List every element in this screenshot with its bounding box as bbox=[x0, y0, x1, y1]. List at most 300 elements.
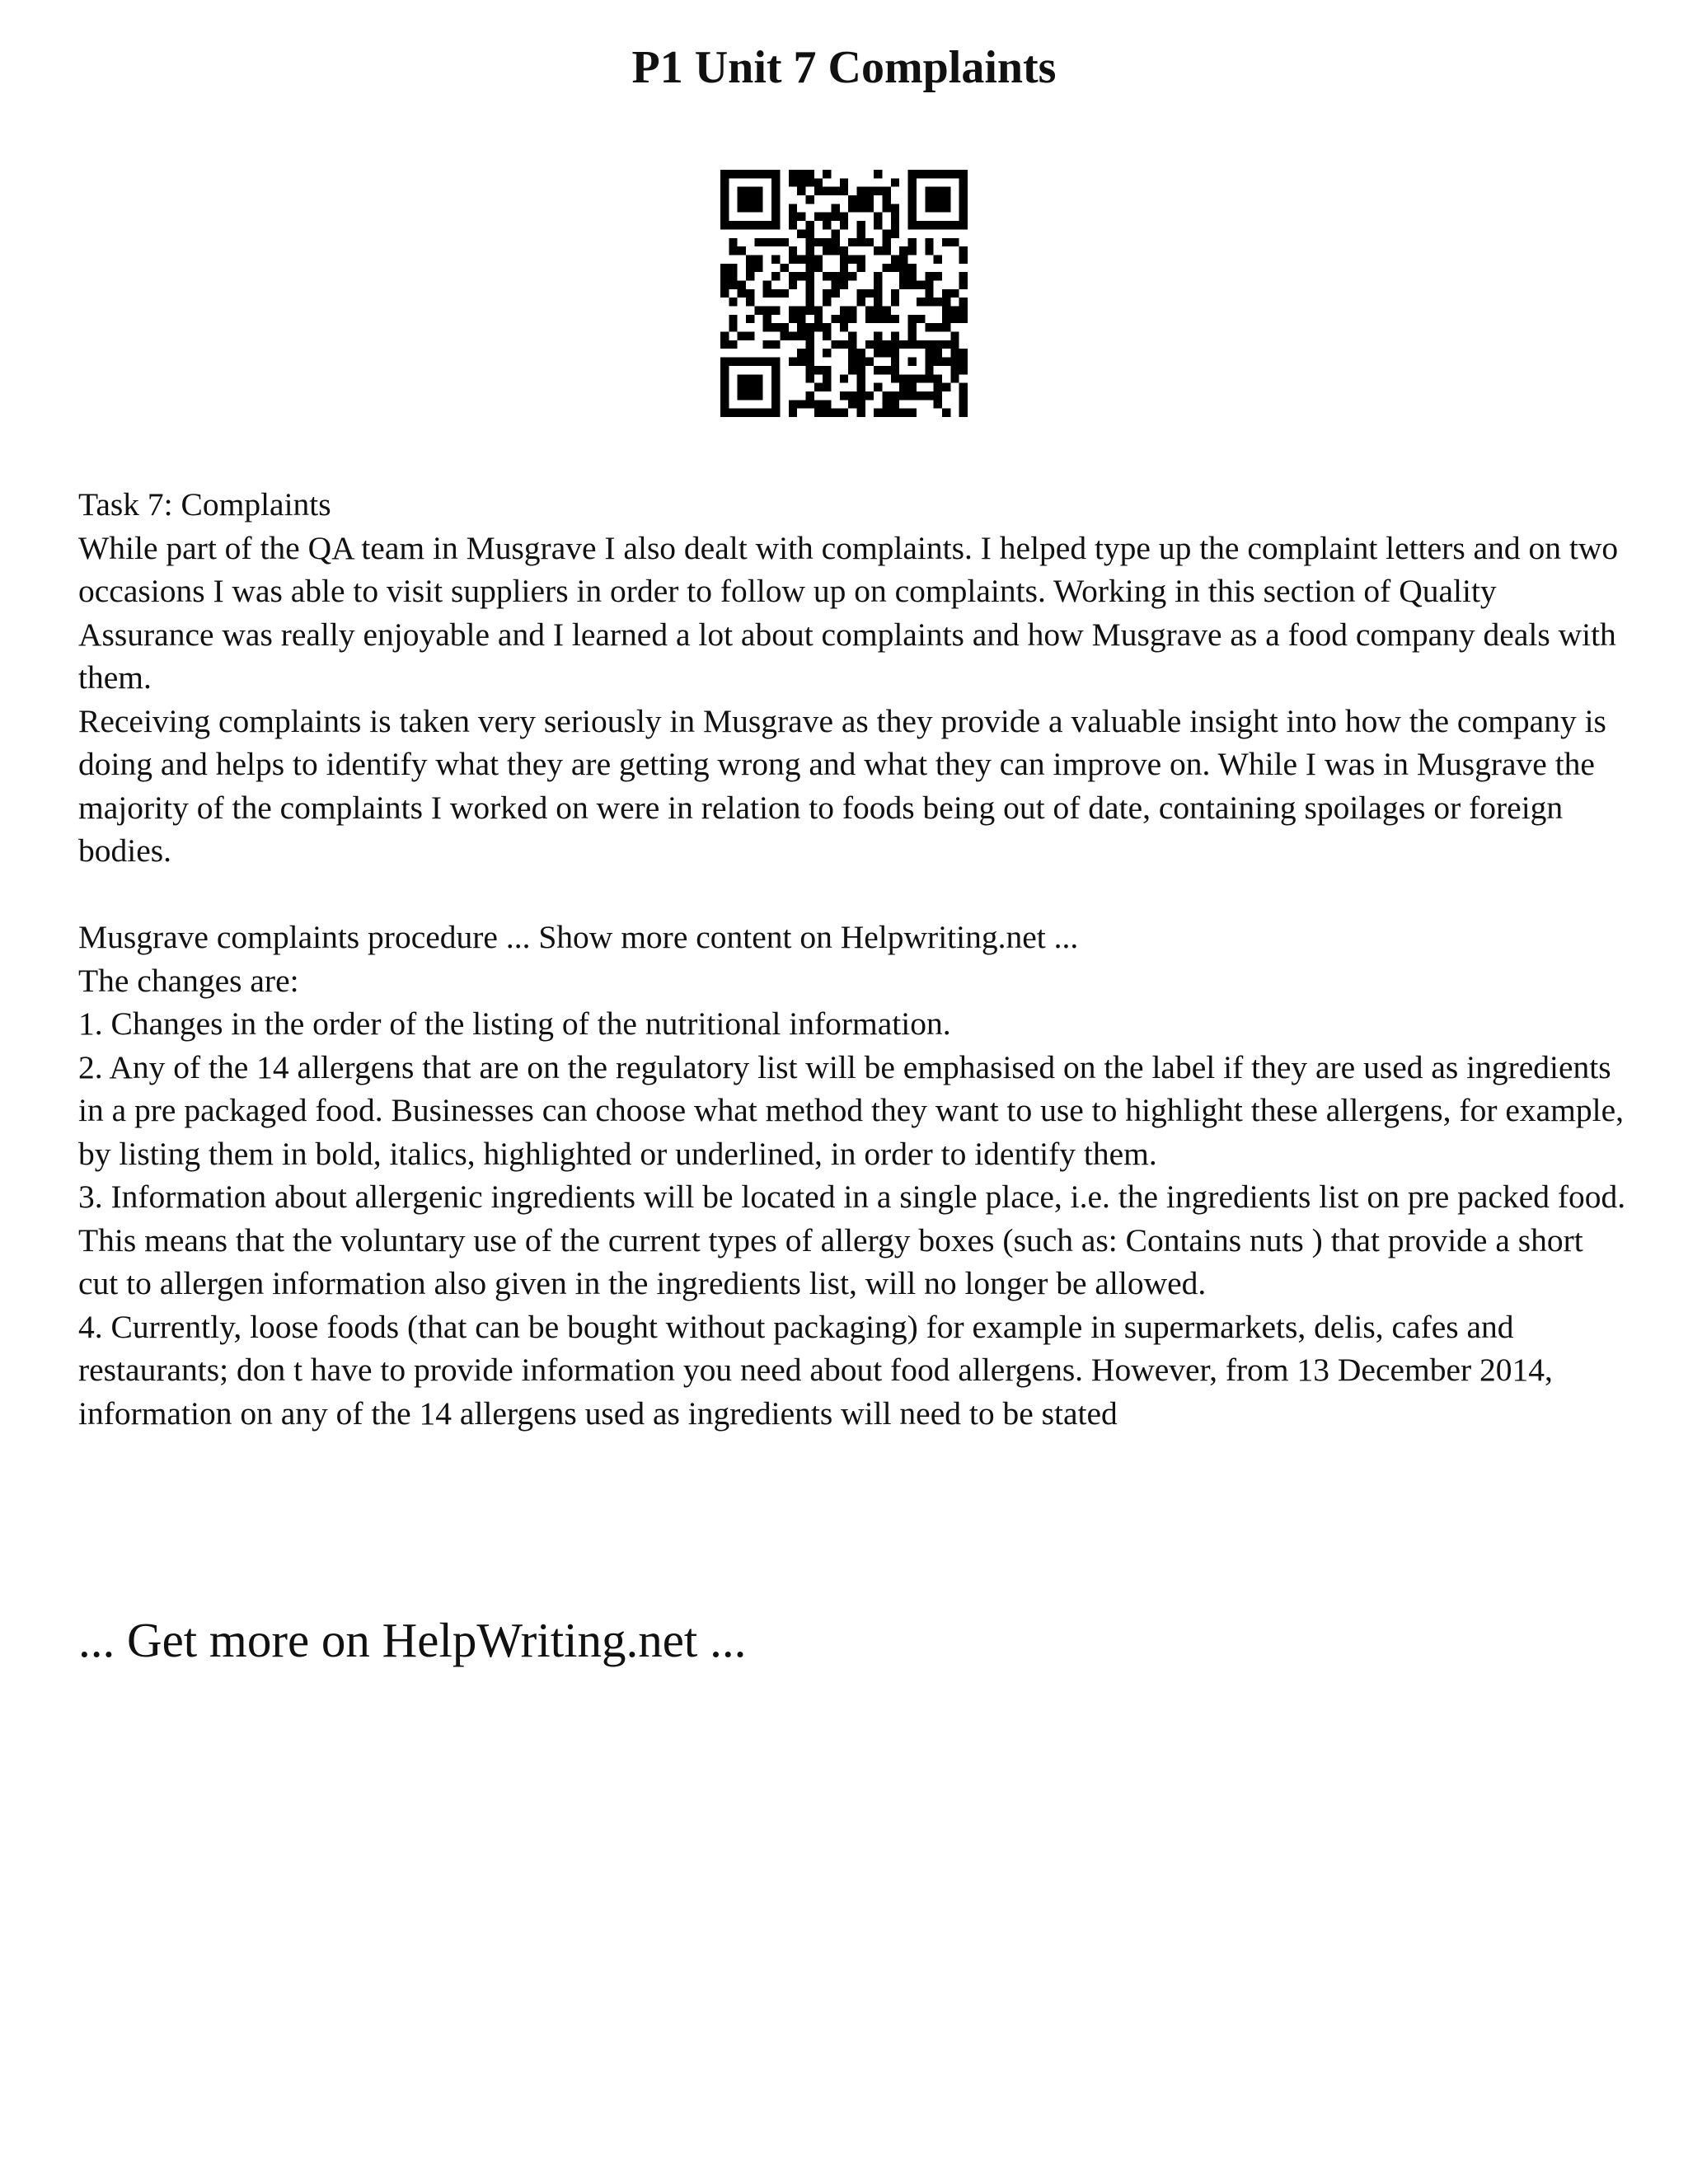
qr-module bbox=[874, 409, 882, 417]
qr-module bbox=[831, 246, 839, 255]
qr-module bbox=[805, 195, 814, 204]
qr-module bbox=[789, 246, 797, 255]
qr-module bbox=[771, 383, 780, 391]
qr-module bbox=[780, 323, 788, 331]
qr-module bbox=[959, 383, 968, 391]
qr-module bbox=[729, 272, 737, 280]
qr-module bbox=[908, 170, 917, 178]
qr-module bbox=[934, 187, 942, 195]
qr-module bbox=[959, 195, 968, 204]
qr-module bbox=[780, 289, 788, 298]
qr-module bbox=[840, 246, 848, 255]
qr-module bbox=[771, 204, 780, 212]
qr-module bbox=[840, 255, 848, 263]
qr-module bbox=[720, 272, 729, 280]
qr-module bbox=[891, 315, 899, 323]
qr-module bbox=[746, 221, 754, 229]
qr-code-icon bbox=[720, 170, 968, 417]
qr-module bbox=[823, 187, 831, 195]
qr-module bbox=[746, 374, 754, 382]
qr-module bbox=[848, 238, 856, 246]
qr-module bbox=[950, 358, 959, 366]
qr-module bbox=[754, 383, 762, 391]
qr-module bbox=[797, 323, 805, 331]
qr-module bbox=[738, 204, 746, 212]
qr-module bbox=[908, 332, 917, 340]
qr-module bbox=[848, 332, 856, 340]
qr-module bbox=[754, 391, 762, 400]
qr-module bbox=[823, 170, 831, 178]
qr-module bbox=[763, 280, 771, 288]
qr-module bbox=[899, 409, 907, 417]
qr-module bbox=[823, 246, 831, 255]
qr-module bbox=[934, 298, 942, 306]
get-more-link[interactable]: ... Get more on HelpWriting.net ... bbox=[78, 1613, 747, 1667]
qr-module bbox=[908, 358, 917, 366]
qr-module bbox=[814, 178, 823, 186]
qr-module bbox=[746, 332, 754, 340]
qr-module bbox=[883, 400, 891, 408]
qr-module bbox=[899, 391, 907, 400]
qr-module bbox=[831, 280, 839, 288]
qr-module bbox=[942, 358, 950, 366]
qr-module bbox=[865, 204, 874, 212]
qr-module bbox=[805, 332, 814, 340]
qr-module bbox=[831, 315, 839, 323]
qr-module bbox=[917, 391, 925, 400]
list-item-2: 2. Any of the 14 allergens that are on the regulatory list will be emphasised on the label if they are used as ingredients in a pre packaged food. Businesses can choose what method they want to use to highlight these allergens, for example, by listing them in bold, italics, highlighted or underlined, in order to identify them. bbox=[78, 1048, 1625, 1172]
qr-module bbox=[780, 264, 788, 272]
qr-module bbox=[891, 255, 899, 263]
qr-module bbox=[823, 374, 831, 382]
qr-module bbox=[925, 238, 933, 246]
qr-module bbox=[959, 366, 968, 374]
qr-module bbox=[934, 383, 942, 391]
qr-module bbox=[959, 315, 968, 323]
qr-module bbox=[789, 280, 797, 288]
qr-module bbox=[925, 221, 933, 229]
qr-module bbox=[848, 307, 856, 315]
qr-module bbox=[908, 315, 917, 323]
qr-module bbox=[746, 187, 754, 195]
qr-module bbox=[942, 298, 950, 306]
qr-module bbox=[950, 340, 959, 349]
qr-module bbox=[754, 358, 762, 366]
qr-module bbox=[874, 315, 882, 323]
qr-module bbox=[738, 195, 746, 204]
qr-module bbox=[874, 366, 882, 374]
qr-module bbox=[857, 358, 865, 366]
qr-module bbox=[729, 264, 737, 272]
qr-module bbox=[908, 264, 917, 272]
qr-module bbox=[840, 221, 848, 229]
qr-module bbox=[848, 255, 856, 263]
qr-module bbox=[754, 204, 762, 212]
qr-module bbox=[738, 170, 746, 178]
qr-module bbox=[789, 221, 797, 229]
qr-module bbox=[823, 238, 831, 246]
qr-module bbox=[857, 289, 865, 298]
qr-module bbox=[831, 272, 839, 280]
qr-module bbox=[720, 213, 729, 221]
paragraph-gap bbox=[78, 873, 1628, 916]
qr-module bbox=[746, 383, 754, 391]
qr-module bbox=[805, 280, 814, 288]
qr-module bbox=[729, 170, 737, 178]
qr-module bbox=[746, 255, 754, 263]
qr-module bbox=[789, 272, 797, 280]
qr-module bbox=[823, 383, 831, 391]
qr-module bbox=[874, 289, 882, 298]
qr-module bbox=[763, 358, 771, 366]
qr-module bbox=[720, 374, 729, 382]
qr-module bbox=[917, 221, 925, 229]
qr-module bbox=[805, 307, 814, 315]
qr-code-graphic bbox=[720, 170, 968, 417]
qr-module bbox=[891, 229, 899, 237]
qr-module bbox=[865, 187, 874, 195]
changes-heading: The changes are: bbox=[78, 962, 299, 999]
qr-module bbox=[925, 391, 933, 400]
qr-module bbox=[891, 340, 899, 349]
qr-module bbox=[942, 340, 950, 349]
qr-module bbox=[789, 178, 797, 186]
qr-module bbox=[917, 340, 925, 349]
qr-module bbox=[814, 255, 823, 263]
list-item-4: 4. Currently, loose foods (that can be bought without packaging) for example in supermarkets, delis, cafes and restaurants; don t have to provide information you need about food allergens. However, from 13 December 2014, information on any of the 14 allergens used as ingredients will need to be stated bbox=[78, 1308, 1553, 1432]
qr-module bbox=[729, 409, 737, 417]
qr-module bbox=[883, 195, 891, 204]
qr-module bbox=[908, 204, 917, 212]
qr-module bbox=[891, 400, 899, 408]
qr-module bbox=[874, 280, 882, 288]
qr-module bbox=[797, 307, 805, 315]
qr-module bbox=[891, 349, 899, 357]
qr-module bbox=[891, 204, 899, 212]
qr-module bbox=[720, 400, 729, 408]
qr-module bbox=[738, 280, 746, 288]
qr-module bbox=[805, 255, 814, 263]
qr-module bbox=[746, 195, 754, 204]
qr-module bbox=[891, 213, 899, 221]
qr-module bbox=[720, 383, 729, 391]
qr-module bbox=[831, 213, 839, 221]
qr-module bbox=[883, 204, 891, 212]
qr-module bbox=[763, 315, 771, 323]
qr-module bbox=[746, 264, 754, 272]
qr-module bbox=[925, 170, 933, 178]
qr-module bbox=[814, 238, 823, 246]
qr-module bbox=[720, 170, 729, 178]
qr-module bbox=[883, 409, 891, 417]
qr-module bbox=[746, 204, 754, 212]
qr-module bbox=[857, 187, 865, 195]
qr-module bbox=[840, 264, 848, 272]
qr-module bbox=[789, 409, 797, 417]
qr-module bbox=[729, 280, 737, 288]
qr-module bbox=[754, 374, 762, 382]
qr-module bbox=[805, 229, 814, 237]
qr-module bbox=[908, 409, 917, 417]
qr-module bbox=[771, 366, 780, 374]
qr-module bbox=[925, 298, 933, 306]
qr-module bbox=[746, 170, 754, 178]
qr-module bbox=[805, 358, 814, 366]
qr-module bbox=[814, 187, 823, 195]
qr-module bbox=[848, 400, 856, 408]
qr-module bbox=[942, 195, 950, 204]
qr-module bbox=[840, 409, 848, 417]
qr-module bbox=[763, 221, 771, 229]
qr-module bbox=[823, 272, 831, 280]
qr-module bbox=[729, 358, 737, 366]
qr-module bbox=[754, 238, 762, 246]
qr-module bbox=[805, 400, 814, 408]
qr-module bbox=[865, 238, 874, 246]
qr-module bbox=[908, 383, 917, 391]
qr-module bbox=[865, 358, 874, 366]
qr-module bbox=[883, 349, 891, 357]
qr-module bbox=[805, 374, 814, 382]
qr-module bbox=[934, 391, 942, 400]
qr-module bbox=[925, 195, 933, 204]
qr-module bbox=[917, 298, 925, 306]
qr-module bbox=[959, 246, 968, 255]
qr-module bbox=[754, 255, 762, 263]
qr-module bbox=[754, 187, 762, 195]
qr-module bbox=[874, 170, 882, 178]
qr-module bbox=[771, 170, 780, 178]
show-more-line[interactable]: Musgrave complaints procedure ... Show more content on Helpwriting.net ... bbox=[78, 919, 1079, 955]
qr-module bbox=[925, 280, 933, 288]
qr-module bbox=[754, 264, 762, 272]
qr-module bbox=[814, 400, 823, 408]
qr-module bbox=[959, 213, 968, 221]
qr-module bbox=[797, 349, 805, 357]
qr-module bbox=[729, 315, 737, 323]
qr-module bbox=[789, 213, 797, 221]
page-title: P1 Unit 7 Complaints bbox=[631, 42, 1057, 93]
qr-module bbox=[754, 409, 762, 417]
qr-module bbox=[771, 391, 780, 400]
qr-module bbox=[857, 383, 865, 391]
qr-module bbox=[925, 358, 933, 366]
qr-module bbox=[789, 255, 797, 263]
qr-module bbox=[814, 323, 823, 331]
qr-module bbox=[823, 323, 831, 331]
qr-module bbox=[857, 400, 865, 408]
qr-module bbox=[805, 238, 814, 246]
qr-module bbox=[908, 213, 917, 221]
qr-module bbox=[891, 332, 899, 340]
qr-module bbox=[942, 383, 950, 391]
qr-module bbox=[738, 391, 746, 400]
qr-module bbox=[797, 229, 805, 237]
qr-module bbox=[874, 272, 882, 280]
qr-module bbox=[729, 340, 737, 349]
qr-module bbox=[805, 349, 814, 357]
qr-module bbox=[883, 264, 891, 272]
qr-module bbox=[780, 238, 788, 246]
qr-module bbox=[738, 246, 746, 255]
qr-module bbox=[857, 255, 865, 263]
qr-module bbox=[883, 246, 891, 255]
qr-module bbox=[754, 221, 762, 229]
qr-module bbox=[763, 340, 771, 349]
qr-module bbox=[720, 264, 729, 272]
qr-module bbox=[771, 187, 780, 195]
qr-module bbox=[908, 246, 917, 255]
qr-module bbox=[848, 272, 856, 280]
qr-module bbox=[874, 213, 882, 221]
qr-module bbox=[823, 289, 831, 298]
qr-module bbox=[771, 255, 780, 263]
qr-module bbox=[814, 315, 823, 323]
qr-module bbox=[738, 358, 746, 366]
qr-module bbox=[959, 391, 968, 400]
qr-module bbox=[942, 221, 950, 229]
qr-module bbox=[789, 400, 797, 408]
qr-module bbox=[840, 374, 848, 382]
qr-module bbox=[797, 170, 805, 178]
qr-module bbox=[771, 272, 780, 280]
qr-module bbox=[857, 195, 865, 204]
qr-module bbox=[720, 195, 729, 204]
qr-module bbox=[746, 358, 754, 366]
qr-module bbox=[942, 170, 950, 178]
qr-module bbox=[959, 204, 968, 212]
qr-module bbox=[959, 307, 968, 315]
qr-module bbox=[874, 307, 882, 315]
qr-module bbox=[848, 366, 856, 374]
qr-module bbox=[805, 221, 814, 229]
qr-module bbox=[891, 409, 899, 417]
qr-module bbox=[831, 409, 839, 417]
qr-module bbox=[738, 289, 746, 298]
qr-module bbox=[925, 187, 933, 195]
qr-module bbox=[899, 264, 907, 272]
qr-module bbox=[891, 358, 899, 366]
qr-module bbox=[840, 307, 848, 315]
qr-module bbox=[738, 221, 746, 229]
qr-module bbox=[848, 358, 856, 366]
qr-module bbox=[942, 187, 950, 195]
qr-module bbox=[738, 374, 746, 382]
qr-module bbox=[934, 204, 942, 212]
qr-module bbox=[729, 323, 737, 331]
qr-module bbox=[831, 229, 839, 237]
qr-module bbox=[848, 340, 856, 349]
qr-module bbox=[934, 195, 942, 204]
qr-module bbox=[789, 204, 797, 212]
qr-module bbox=[831, 187, 839, 195]
qr-module bbox=[950, 374, 959, 382]
qr-module bbox=[865, 340, 874, 349]
qr-module bbox=[899, 374, 907, 382]
qr-module bbox=[797, 213, 805, 221]
qr-module bbox=[797, 315, 805, 323]
qr-module bbox=[840, 187, 848, 195]
qr-module bbox=[874, 246, 882, 255]
qr-module bbox=[874, 187, 882, 195]
qr-module bbox=[840, 391, 848, 400]
qr-module bbox=[908, 178, 917, 186]
qr-module bbox=[805, 264, 814, 272]
qr-module bbox=[857, 229, 865, 237]
qr-module bbox=[959, 349, 968, 357]
qr-module bbox=[771, 213, 780, 221]
qr-module bbox=[789, 315, 797, 323]
qr-module bbox=[805, 298, 814, 306]
qr-module bbox=[891, 264, 899, 272]
qr-module bbox=[865, 391, 874, 400]
qr-module bbox=[950, 366, 959, 374]
qr-module bbox=[874, 298, 882, 306]
qr-module bbox=[908, 323, 917, 331]
qr-module bbox=[883, 307, 891, 315]
qr-module bbox=[805, 366, 814, 374]
qr-module bbox=[942, 289, 950, 298]
qr-module bbox=[823, 298, 831, 306]
qr-module bbox=[823, 332, 831, 340]
list-item-1: 1. Changes in the order of the listing of the nutritional information. bbox=[78, 1005, 951, 1042]
qr-module bbox=[950, 349, 959, 357]
qr-module bbox=[908, 340, 917, 349]
qr-module bbox=[746, 272, 754, 280]
qr-module bbox=[934, 340, 942, 349]
qr-module bbox=[942, 323, 950, 331]
qr-module bbox=[771, 195, 780, 204]
qr-module bbox=[874, 383, 882, 391]
qr-module bbox=[840, 323, 848, 331]
qr-module bbox=[831, 340, 839, 349]
qr-module bbox=[831, 204, 839, 212]
qr-module bbox=[883, 366, 891, 374]
qr-module bbox=[754, 195, 762, 204]
qr-module bbox=[831, 289, 839, 298]
qr-module bbox=[950, 170, 959, 178]
qr-module bbox=[720, 391, 729, 400]
qr-module bbox=[805, 289, 814, 298]
qr-module bbox=[840, 213, 848, 221]
qr-module bbox=[805, 391, 814, 400]
qr-module bbox=[934, 349, 942, 357]
qr-module bbox=[797, 332, 805, 340]
qr-module bbox=[771, 374, 780, 382]
qr-module bbox=[805, 340, 814, 349]
qr-module bbox=[925, 340, 933, 349]
qr-module bbox=[746, 289, 754, 298]
qr-module bbox=[874, 340, 882, 349]
qr-module bbox=[831, 238, 839, 246]
qr-module bbox=[720, 366, 729, 374]
qr-module bbox=[925, 272, 933, 280]
qr-module bbox=[805, 272, 814, 280]
qr-module bbox=[814, 264, 823, 272]
qr-module bbox=[797, 400, 805, 408]
qr-module bbox=[857, 238, 865, 246]
qr-module bbox=[942, 204, 950, 212]
qr-module bbox=[925, 349, 933, 357]
qr-module bbox=[840, 340, 848, 349]
qr-module bbox=[823, 409, 831, 417]
qr-module bbox=[883, 315, 891, 323]
qr-module bbox=[857, 374, 865, 382]
qr-module bbox=[950, 289, 959, 298]
qr-module bbox=[814, 383, 823, 391]
qr-module bbox=[891, 178, 899, 186]
qr-module bbox=[891, 289, 899, 298]
